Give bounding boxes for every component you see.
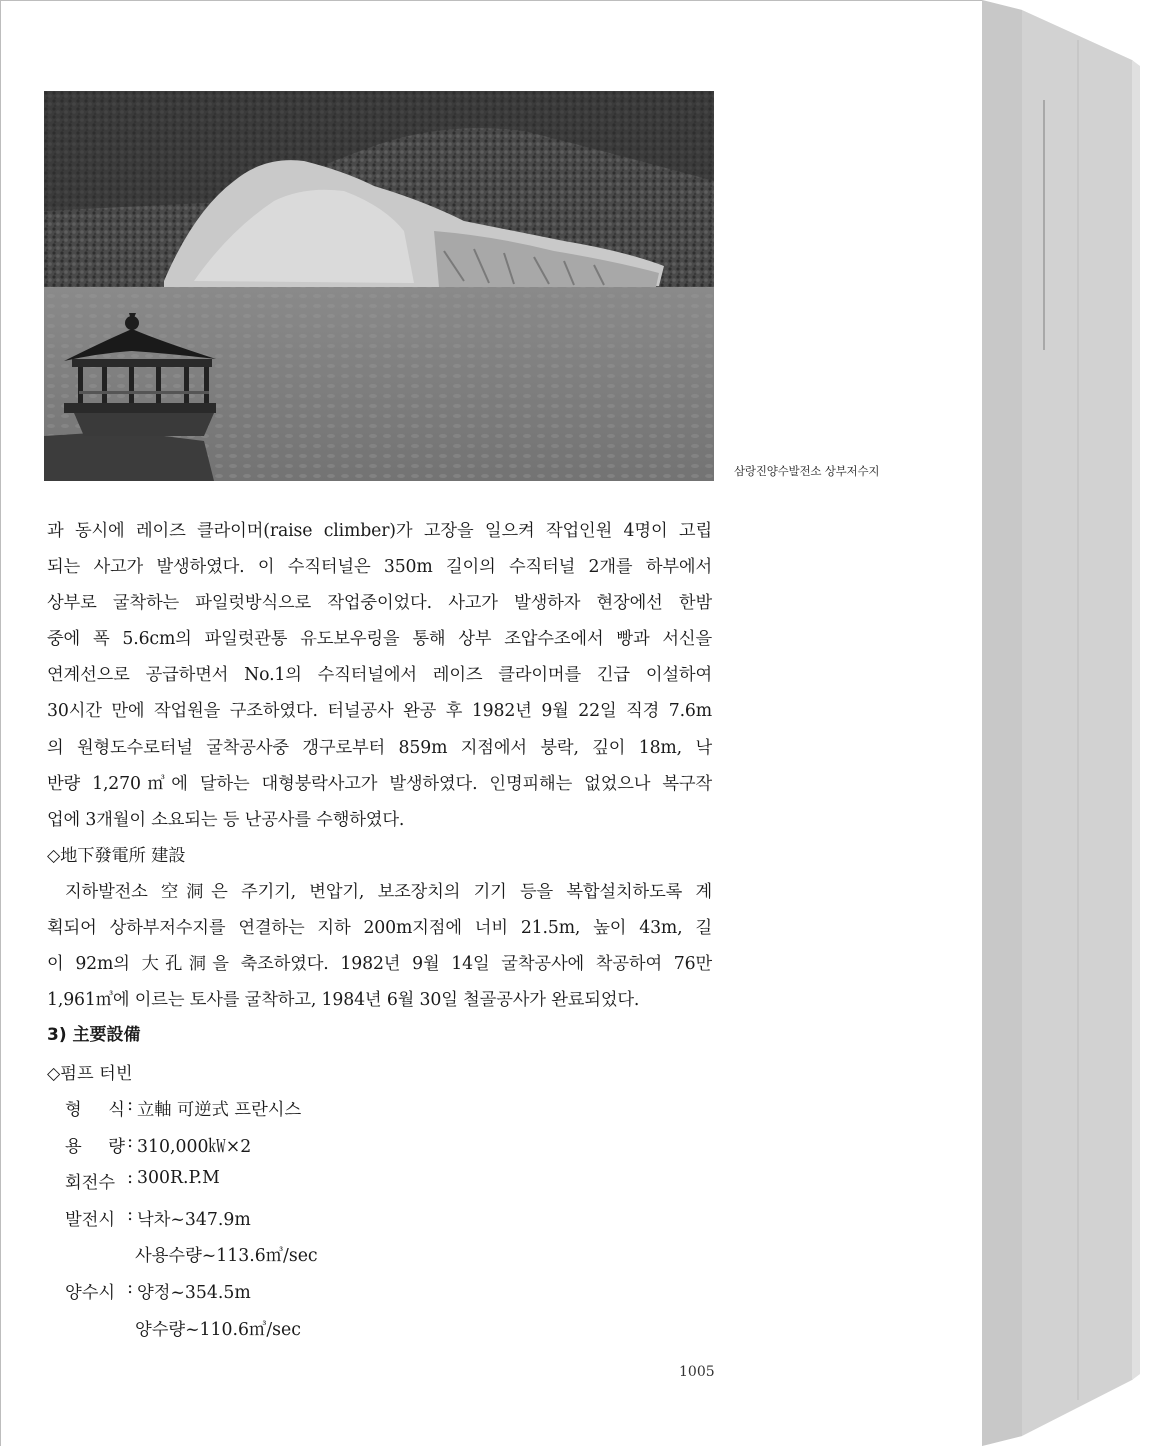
spec-row-generation (65, 1205, 318, 1242)
spec-row-capacity (65, 1132, 318, 1169)
paragraph-line: 중에 폭 5.6cm의 파일럿관통 유도보우링을 통해 상부 조압수조에서 빵과 서신을 (47, 629, 712, 650)
book-spine (982, 0, 1175, 1446)
paragraph-line: 획되어 상하부저수지를 연결하는 지하 200m지점에 너비 21.5m, 높이 43m, 길 (47, 918, 712, 939)
reservoir-photo-image (44, 91, 714, 481)
photo-caption: 삼랑진양수발전소 상부저수지 (734, 464, 880, 478)
paragraph-line: 지하발전소 空洞은 주기기, 변압기, 보조장치의 기기 등을 복합설치하도록 계 (65, 881, 712, 902)
spec-label: 형 식 (65, 1100, 125, 1120)
spec-value: 양정~354.5m (137, 1282, 251, 1303)
paragraph-line: 반량 1,270㎥에 달하는 대형붕락사고가 발생하였다. 인명피해는 없었으나 복구작 (47, 773, 712, 794)
spec-label: 양수시 (65, 1282, 116, 1303)
body-text (47, 513, 712, 1018)
spec-label: 발전시 (65, 1209, 116, 1230)
spec-value: 낙차~347.9m (137, 1209, 251, 1230)
spec-colon: : (127, 1168, 133, 1189)
paragraph-line: 이 92m의 大孔洞을 축조하였다. 1982년 9월 14일 굴착공사에 착공하여 76만 (47, 954, 712, 975)
underground-plant-heading: ◇地下發電所 建設 (47, 845, 186, 866)
spec-label: 회전수 (65, 1173, 116, 1194)
paragraph-line: 상부로 굴착하는 파일럿방식으로 작업중이었다. 사고가 발생하자 현장에선 한밤 (47, 593, 712, 614)
spec-row-pumping (65, 1278, 318, 1315)
spec-list (65, 1095, 318, 1351)
paragraph-line: 업에 3개월이 소요되는 등 난공사를 수행하였다. (47, 809, 405, 830)
page-number: 1005 (679, 1364, 715, 1380)
spec-colon: : (127, 1131, 133, 1152)
spec-continuation: 양수량~110.6㎥/sec (135, 1319, 301, 1340)
spec-value: 立軸 可逆式 프란시스 (137, 1100, 302, 1120)
paragraph-line: 1,961㎥에 이르는 토사를 굴착하고, 1984년 6월 30일 철골공사가 완료되었다. (47, 990, 640, 1011)
reservoir-photo (44, 91, 714, 481)
paragraph-line: 연계선으로 공급하면서 No.1의 수직터널에서 레이즈 클라이머를 긴급 이설하여 (47, 665, 712, 686)
spec-colon: : (127, 1095, 133, 1115)
spec-label: 용 량 (65, 1136, 125, 1157)
paragraph-line: 30시간 만에 작업원을 구조하였다. 터널공사 완공 후 1982년 9월 22일 직경 7.6m (47, 701, 712, 722)
spec-colon: : (127, 1204, 133, 1225)
spec-colon: : (127, 1277, 133, 1298)
pump-turbine-heading: ◇펌프 터빈 (47, 1064, 133, 1084)
spec-row-rpm (65, 1168, 318, 1205)
spec-continuation: 사용수량~113.6㎥/sec (135, 1246, 318, 1267)
spec-value: 310,000㎾×2 (137, 1136, 252, 1157)
book-edge-shading (982, 0, 1175, 1446)
paragraph-line: 의 원형도수로터널 굴착공사중 갱구로부터 859m 지점에서 붕락, 깊이 18m, 낙 (47, 737, 712, 758)
spec-value: 300R.P.M (137, 1168, 220, 1189)
spec-row-type (65, 1095, 318, 1132)
section-heading: 3) 主要設備 (47, 1025, 141, 1045)
paragraph-line: 되는 사고가 발생하였다. 이 수직터널은 350m 길이의 수직터널 2개를 하부에서 (47, 557, 712, 578)
paragraph-line: 과 동시에 레이즈 클라이머(raise climber)가 고장을 일으켜 작업인원 4명이 고립 (47, 521, 712, 541)
